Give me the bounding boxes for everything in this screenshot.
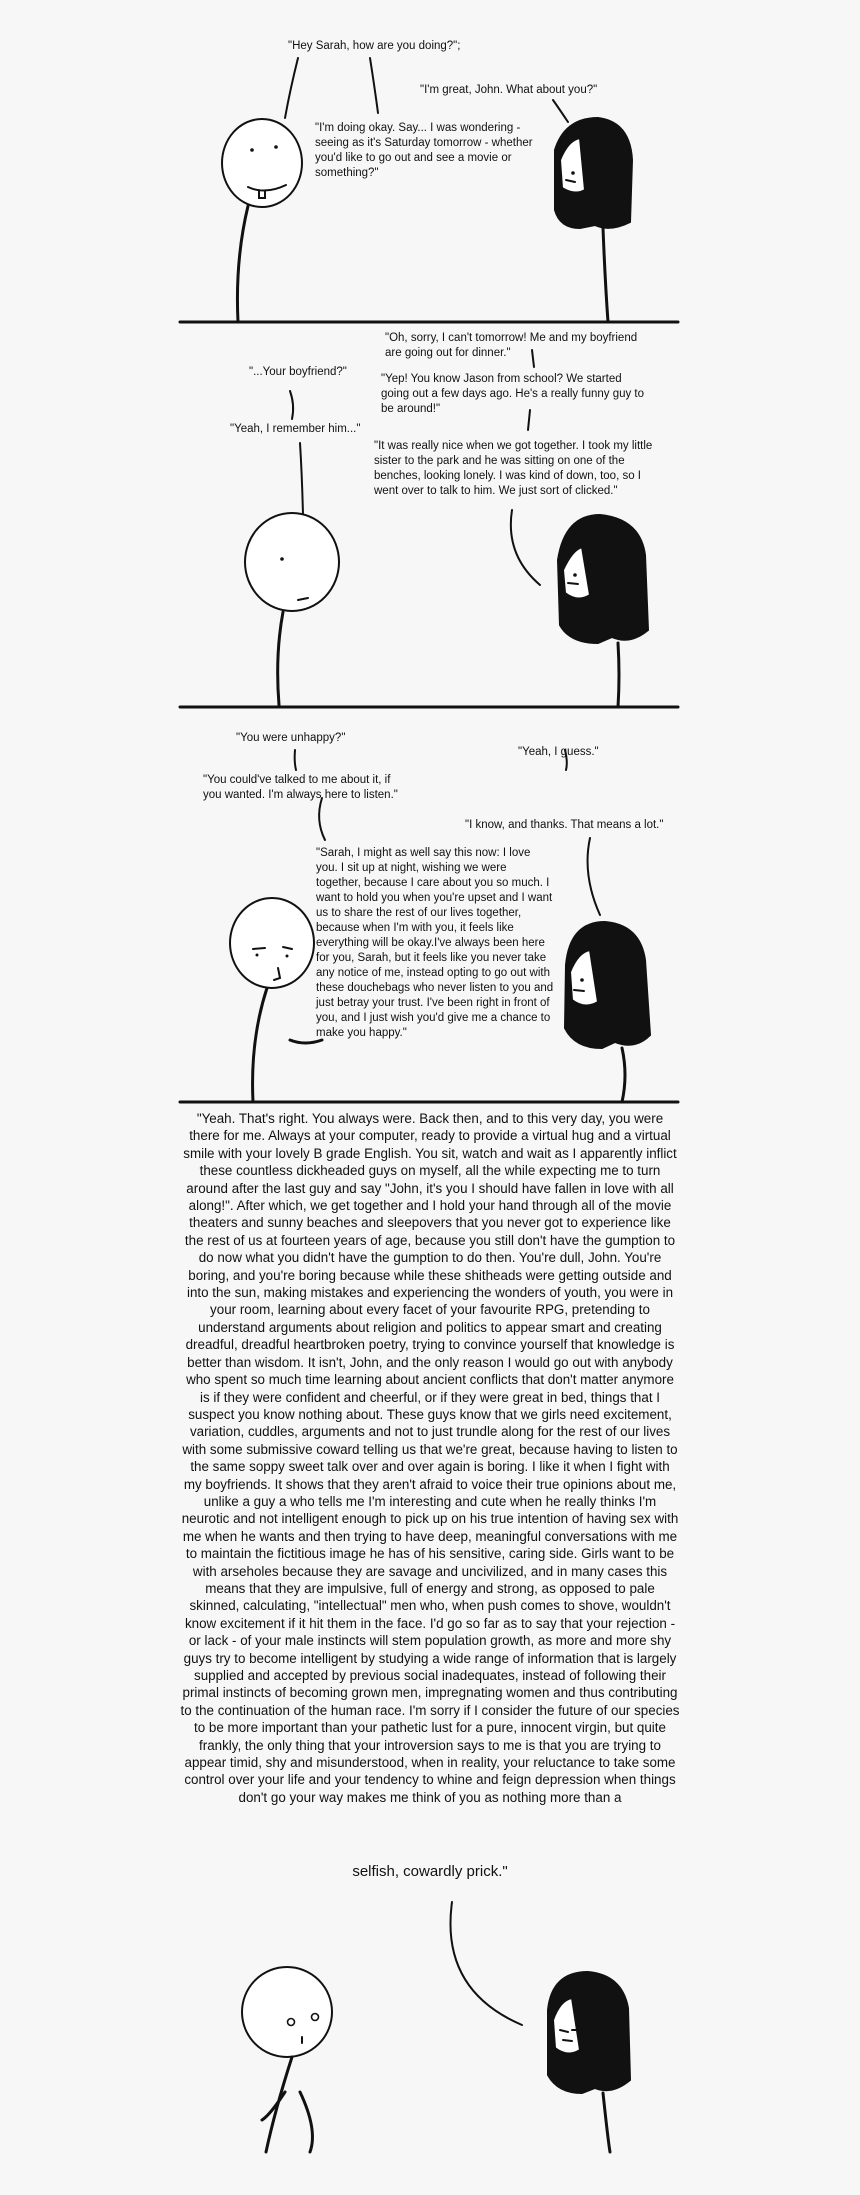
comic-panel-3 bbox=[0, 710, 860, 1105]
john-speech-2: "You could've talked to me about it, if you wanted. I'm always here to listen." bbox=[203, 774, 398, 801]
john-speech-3: "Sarah, I might as well say this now: I love you. I sit up at night, wishing we were together, because I care about you so much. I want to hold you when you're upset and I want us to share the rest of our lives together, because when I'm with you, it feels like everything will be okay.I've always been here for you, Sarah, but it feels like you never take any notice of me, instead opting to go out with these douchebags who never listen to you and just betray your trust. I've been right in front of you, and I just wish you'd give me a chance to make you happy." bbox=[316, 847, 554, 1039]
comic-panel-2 bbox=[0, 325, 860, 710]
john-speech-tail bbox=[300, 443, 303, 515]
sarah-monologue: "Yeah. That's right. You always were. Back then, and to this very day, you were there for me. Always at your computer, ready to provide a virtual hug and a virtual smile with your lovely B grade English. You sit, watch and wait as I apparently inflict these countless dickheaded guys on myself, all the while expecting me to turn around after the last guy and say "John, it's you I should have fallen in love with all along!". After which, we get together and I hold your hand through all of the movie theaters and sunny beaches and sleepovers that you never got to experience like the rest of us at fourteen years of age, because you still don't have the gumption to do now what you didn't have the gumption to do then. You're dull, John. You're boring, and you're boring because while these shitheads were getting outside and into the sun, making mistakes and experiencing the wonders of youth, you were in your room, learning about every facet of your favourite RPG, pretending to understand arguments about religion and politics to appear smart and creating dreadful, dreadful heartbroken poetry, trying to convince yourself that knowledge is better than wisdom. It isn't, John, and the only reason I would go out with anybody who spent so much time learning about ancient conflicts that don't matter anymore is if they were confident and cheerful, or if they were great in bed, things that I suspect you know nothing about. These guys know that we girls need excitement, variation, cuddles, arguments and not to just trundle along for the rest of our lives with some submissive coward telling us that we're great, because having to listen to the same soppy sweet talk over and over again is boring. I like it when I fight with my boyfriends. It shows that they aren't afraid to voice their true opinions about me, unlike a guy a who tells me I'm interesting and cute when he really thinks I'm neurotic and not intelligent enough to pick up on his true intention of having sex with me when he wants and then trying to have deep, meaningful conversations with me to maintain the fictitious image he has of his sensitive, caring side. Girls want to be with arseholes because they are savage and uncivilized, and in many cases this means that they are impulsive, full of energy and strong, as opposed to pale skinned, calculating, "intellectual" men who, when push comes to shove, wouldn't know excitement if it hit them in the face. I'd go so far as to say that your rejection - or lack - of your male instincts will stem population growth, as more and more shy guys try to become intelligent by studying a wide range of information that is largely supplied and accepted by previous social inadequates, instead of following their primal instincts of becoming grown men, impregnating women and thus contributing to the continuation of the human race. I'm sorry if I consider the future of our species to be more important than your pathetic lust for a pure, innocent virgin, but quite frankly, the only thing that your introversion says to me is that you are trying to appear timid, shy and misunderstood, when in reality, your reluctance to take some control over your life and your tendency to whine and feign depression when things don't go your way makes me think of you as nothing more than a bbox=[180, 1111, 680, 1805]
john-speech-1: "Hey Sarah, how are you doing?"; bbox=[288, 40, 461, 52]
sarah-figure bbox=[565, 922, 650, 1102]
john-speech-tail bbox=[290, 391, 293, 419]
comic-panel-4-figures bbox=[0, 1880, 860, 2195]
john-speech-2: "Yeah, I remember him..." bbox=[230, 423, 361, 435]
sarah-figure bbox=[548, 1972, 630, 2152]
sarah-speech-tail bbox=[553, 100, 568, 122]
john-figure bbox=[242, 1967, 332, 2152]
john-speech-tail bbox=[295, 750, 296, 770]
sarah-speech-tail bbox=[511, 510, 540, 585]
sarah-speech-tail bbox=[588, 838, 600, 915]
comic-panel-1 bbox=[0, 0, 860, 325]
sarah-speech-1: "I'm great, John. What about you?" bbox=[420, 84, 598, 96]
sarah-speech-1: "Oh, sorry, I can't tomorrow! Me and my boyfriend are going out for dinner." bbox=[385, 332, 638, 359]
john-figure bbox=[245, 513, 339, 705]
john-speech-1: "...Your boyfriend?" bbox=[249, 366, 347, 378]
sarah-monologue-ending: selfish, cowardly prick." bbox=[352, 1863, 508, 1880]
sarah-speech-3: "It was really nice when we got together. I took my little sister to the park and he was sitting on one of the benches, looking lonely. I was kind of down, too, so I went over to talk to him. We just sort of clicked." bbox=[374, 440, 653, 497]
sarah-speech-2: "Yep! You know Jason from school? We started going out a few days ago. He's a really funny guy to be around!" bbox=[381, 373, 645, 415]
john-speech-tail bbox=[319, 798, 325, 840]
sarah-figure bbox=[558, 515, 648, 707]
john-speech-tail bbox=[370, 58, 378, 113]
sarah-speech-tail bbox=[450, 1902, 522, 2025]
sarah-figure bbox=[555, 118, 632, 322]
panel-4-artwork bbox=[0, 1880, 860, 2195]
john-speech-2: "I'm doing okay. Say... I was wondering - seeing as it's Saturday tomorrow - whether you'd like to go out and see a movie or something?" bbox=[315, 122, 533, 179]
john-figure bbox=[230, 898, 322, 1102]
sarah-speech-2: "I know, and thanks. That means a lot." bbox=[465, 819, 664, 831]
john-speech-1: "You were unhappy?" bbox=[236, 732, 346, 744]
sarah-speech-1: "Yeah, I guess." bbox=[518, 746, 599, 758]
john-speech-tail bbox=[285, 58, 298, 118]
john-figure bbox=[222, 119, 302, 322]
